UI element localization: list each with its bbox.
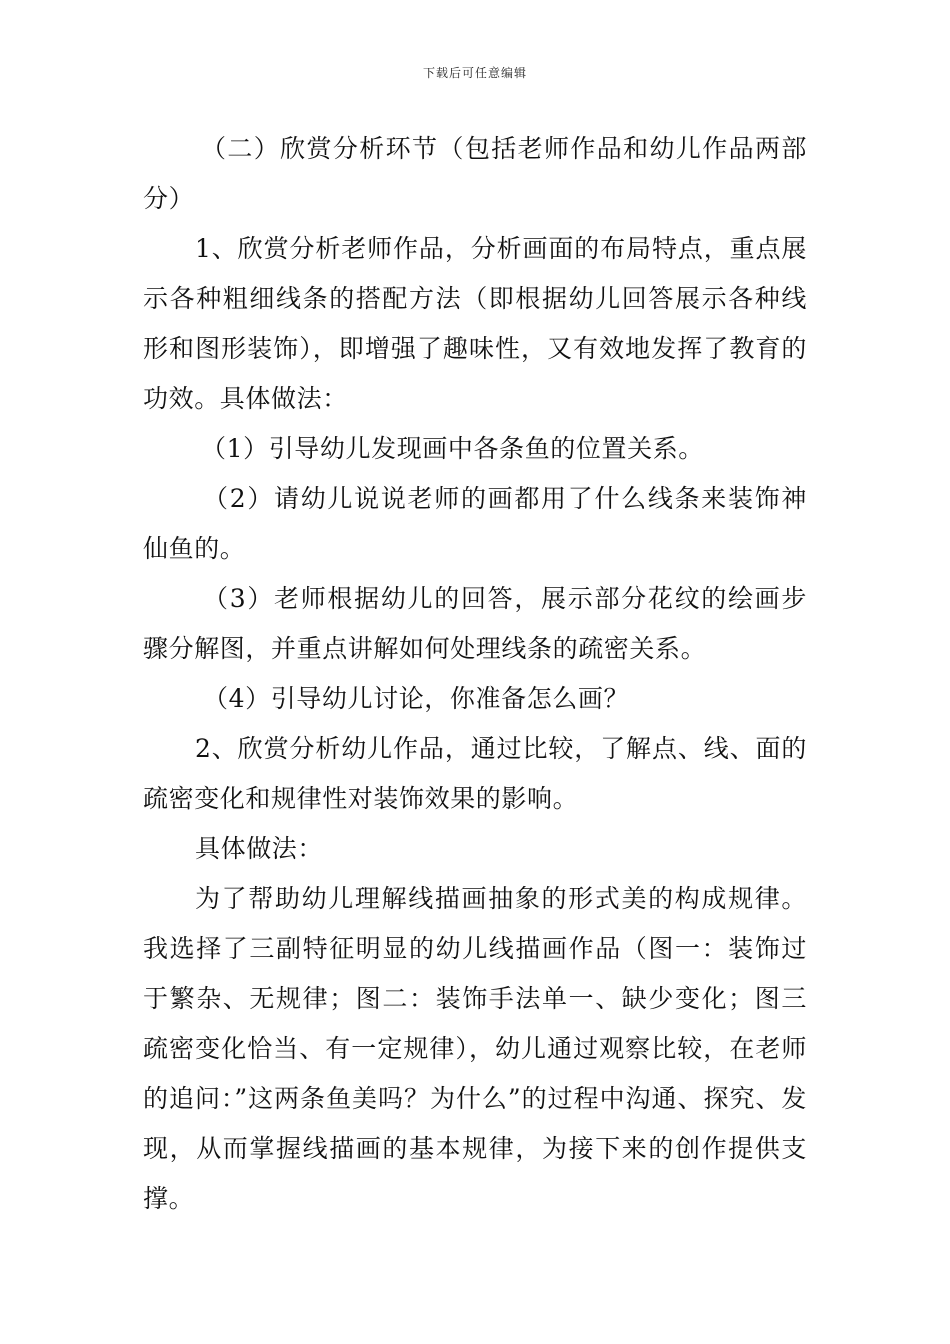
step-3-paragraph: （3）老师根据幼儿的回答，展示部分花纹的绘画步骤分解图，并重点讲解如何处理线条的疏密关系。 <box>143 584 807 663</box>
method-label-paragraph: 具体做法： <box>195 834 324 863</box>
teacher-work-paragraph: 1、欣赏分析老师作品，分析画面的布局特点，重点展示各种粗细线条的搭配方法（即根据幼儿回答展示各种线形和图形装饰），即增强了趣味性，又有效地发挥了教育的功效。具体做法： <box>143 234 807 413</box>
child-work-paragraph: 2、欣赏分析幼儿作品，通过比较，了解点、线、面的疏密变化和规律性对装饰效果的影响。 <box>143 734 807 813</box>
step-2-paragraph: （2）请幼儿说说老师的画都用了什么线条来装饰神仙鱼的。 <box>143 484 807 563</box>
document-body <box>143 124 807 1224</box>
page-header: 下载后可任意编辑 <box>422 66 527 80</box>
step-4-paragraph: （4）引导幼儿讨论，你准备怎么画？ <box>203 684 630 713</box>
step-1-paragraph: （1）引导幼儿发现画中各条鱼的位置关系。 <box>201 434 704 463</box>
section-heading-paragraph: （二）欣赏分析环节（包括老师作品和幼儿作品两部分） <box>143 134 807 213</box>
method-detail-paragraph: 为了帮助幼儿理解线描画抽象的形式美的构成规律。我选择了三副特征明显的幼儿线描画作品（图一：装饰过于繁杂、无规律；图二：装饰手法单一、缺少变化；图三疏密变化恰当、有一定规律），幼儿通过观察比较，在老师的追问：”这两条鱼美吗？为什么”的过程中沟通、探究、发现，从而掌握线描画的基本规律，为接下来的创作提供支撑。 <box>143 884 807 1213</box>
